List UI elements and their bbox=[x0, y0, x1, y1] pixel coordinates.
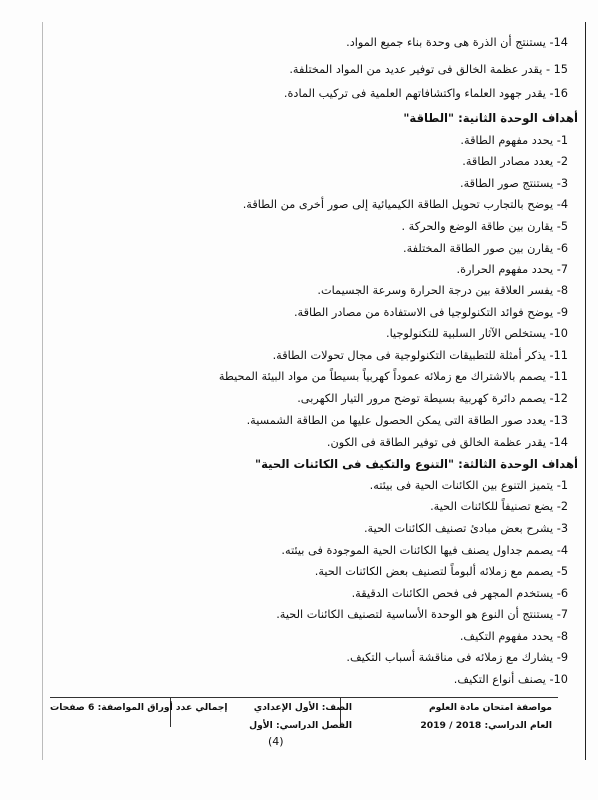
objective-item: 4- يوضح بالتجارب تحويل الطاقة الكيميائية إلى صور أخرى من الطاقة. bbox=[242, 198, 568, 211]
objective-item: 10- يصنف أنواع التكيف. bbox=[453, 673, 568, 686]
objective-item: 7- يستنتج أن النوع هو الوحدة الأساسية لتصنيف الكائنات الحية. bbox=[276, 608, 568, 621]
term: الفصل الدراسي: الأول bbox=[249, 720, 352, 731]
objective-item: 12- يصمم دائرة كهربية بسيطة توضح مرور التيار الكهربى. bbox=[297, 392, 568, 405]
section-heading: أهداف الوحدة الثانية: "الطاقة" bbox=[403, 111, 578, 125]
objective-item: 2- يضع تصنيفاً للكائنات الحية. bbox=[430, 500, 568, 513]
section-heading: أهداف الوحدة الثالثة: "التنوع والتكيف فى الكائنات الحية" bbox=[255, 457, 578, 471]
total-pages: إجمالي عدد أوراق المواصفة: 6 صفحات bbox=[50, 702, 228, 713]
spec-title: مواصفة امتحان مادة العلوم bbox=[428, 702, 552, 713]
objective-item: 1- يتميز التنوع بين الكائنات الحية فى بيئته. bbox=[369, 479, 568, 492]
objective-item: 6- يستخدم المجهر فى فحص الكائنات الدقيقة. bbox=[351, 587, 568, 600]
objective-item: 9- يشارك مع زملائه فى مناقشة أسباب التكيف. bbox=[346, 651, 568, 664]
objective-item: 7- يحدد مفهوم الحرارة. bbox=[456, 263, 568, 276]
grade: الصف: الأول الإعدادي bbox=[253, 702, 352, 713]
objective-item: 10- يستخلص الآثار السلبية للتكنولوجيا. bbox=[386, 327, 568, 340]
objective-item: 8- يحدد مفهوم التكيف. bbox=[459, 630, 568, 643]
objective-item: 5- يقارن بين طاقة الوضع والحركة . bbox=[401, 220, 568, 233]
objective-item: 9- يوضح فوائد التكنولوجيا فى الاستفادة من مصادر الطاقة. bbox=[293, 306, 568, 319]
footer-top-rule bbox=[50, 697, 558, 698]
objective-item: 3- يستنتج صور الطاقة. bbox=[460, 177, 568, 190]
objective-item: 3- يشرح بعض مبادئ تصنيف الكائنات الحية. bbox=[363, 522, 568, 535]
academic-year: العام الدراسي: 2018 / 2019 bbox=[420, 720, 552, 731]
objective-item: 15 - يقدر عظمة الخالق فى توفير عديد من المواد المختلفة. bbox=[289, 63, 568, 76]
page-right-rule bbox=[166, 22, 586, 760]
objective-item: 13- يعدد صور الطاقة التى يمكن الحصول عليها من الطاقة الشمسية. bbox=[246, 414, 568, 427]
footer-table bbox=[50, 699, 558, 747]
page-left-rule bbox=[42, 22, 44, 760]
objective-item: 1- يحدد مفهوم الطاقة. bbox=[460, 134, 568, 147]
objective-item: 14- يستنتج أن الذرة هى وحدة بناء جميع المواد. bbox=[346, 36, 568, 49]
objective-item: 8- يفسر العلاقة بين درجة الحرارة وسرعة الجسيمات. bbox=[317, 284, 568, 297]
objective-item: 2- يعدد مصادر الطاقة. bbox=[462, 155, 568, 168]
objective-item: 4- يصمم جداول يصنف فيها الكائنات الحية الموجودة فى بيئته. bbox=[281, 544, 568, 557]
page-number: (4) bbox=[268, 735, 284, 748]
objective-item: 6- يقارن بين صور الطاقة المختلفة. bbox=[403, 242, 568, 255]
objective-item: 5- يصمم مع زملائه ألبوماً لتصنيف بعض الكائنات الحية. bbox=[314, 565, 568, 578]
objective-item: 11- يذكر أمثلة للتطبيقات التكنولوجية فى مجال تحولات الطاقة. bbox=[272, 349, 568, 362]
objective-item: 11- يصمم بالاشتراك مع زملائه عموداً كهربياً بسيطاً من مواد البيئة المحيطة bbox=[218, 370, 568, 383]
objective-item: 14- يقدر عظمة الخالق فى توفير الطاقة فى الكون. bbox=[326, 436, 568, 449]
objective-item: 16- يقدر جهود العلماء واكتشافاتهم العلمية فى تركيب المادة. bbox=[283, 87, 568, 100]
